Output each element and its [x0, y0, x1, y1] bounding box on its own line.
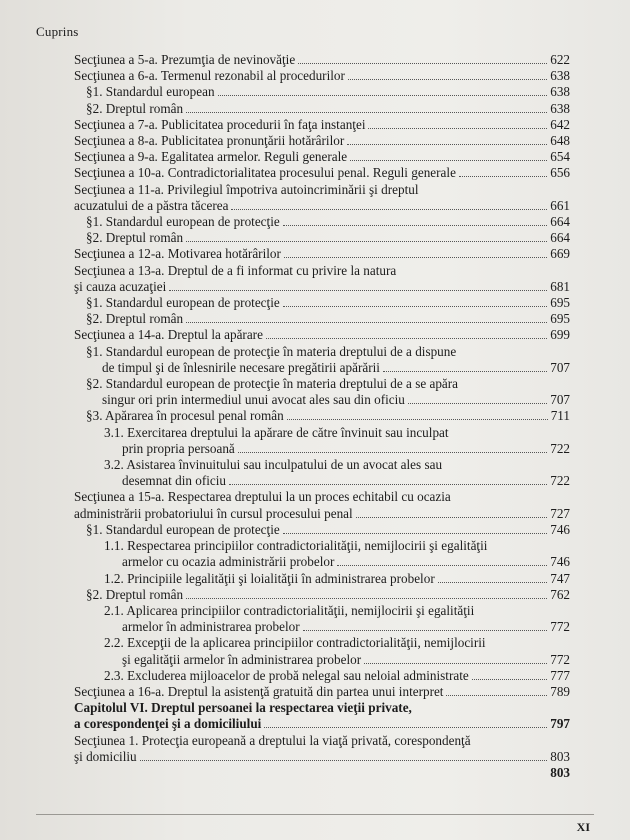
toc-entry	[74, 425, 570, 457]
toc-entry-title: desemnat din oficiu	[122, 473, 227, 489]
toc-page-number: 772	[550, 651, 570, 667]
toc-entry-title: de timpul şi de înlesnirile necesare pregătirii apărării	[102, 359, 380, 375]
toc-entry	[74, 344, 570, 376]
toc-page-number: 727	[550, 505, 570, 521]
toc-entry	[74, 263, 570, 295]
toc-page-number: 746	[550, 521, 570, 537]
dot-leader	[218, 86, 548, 96]
toc-entry-title: 2.3. Excluderea mijloacelor de probă nelegal sau neloial administrate	[104, 667, 469, 683]
dot-leader	[283, 216, 548, 226]
dot-leader	[231, 200, 547, 210]
toc-entry	[74, 700, 570, 732]
toc-entry	[74, 101, 570, 117]
toc-entry	[74, 230, 570, 246]
toc-page-number: 746	[550, 554, 570, 570]
toc-entry-title: armelor în administrarea probelor	[122, 619, 300, 635]
toc-entry-title: §1. Standardul european de protecţie	[86, 295, 280, 311]
page-number: XI	[576, 820, 590, 834]
dot-leader	[266, 329, 547, 339]
dot-leader	[186, 103, 547, 113]
toc-page-number: 664	[550, 214, 570, 230]
dot-leader	[337, 556, 547, 566]
toc-entry-title: §2. Standardul european de protecţie în materia dreptului de a se apăra	[86, 376, 459, 392]
toc-entry-title: Secţiunea a 6-a. Termenul rezonabil al procedurilor	[74, 68, 345, 84]
dot-leader	[186, 589, 547, 599]
toc-entry	[74, 149, 570, 165]
dot-leader	[238, 443, 547, 453]
toc-entry-title: Secţiunea a 15-a. Respectarea dreptului la un proces echitabil cu ocazia	[74, 489, 451, 505]
table-of-contents	[74, 52, 570, 781]
toc-entry-title: §2. Dreptul român	[86, 100, 184, 116]
toc-entry-title: Secţiunea a 16-a. Dreptul la asistenţă gratuită din partea unui interpret	[74, 683, 444, 699]
toc-page-number: 664	[550, 230, 570, 246]
toc-entry	[74, 684, 570, 700]
toc-page-number: 638	[550, 84, 570, 100]
toc-entry-title: 2.2. Excepţii de la aplicarea principiilor contradictorialităţii, nemijlocirii	[104, 635, 486, 651]
toc-entry-title: 1.1. Respectarea principiilor contradictorialităţii, nemijlocirii şi egalităţii	[104, 538, 488, 554]
toc-page-number: 681	[550, 278, 570, 294]
toc-entry-title: §2. Dreptul român	[86, 586, 184, 602]
toc-entry	[74, 68, 570, 84]
dot-leader	[169, 281, 547, 291]
toc-page-number: 648	[550, 133, 570, 149]
toc-entry	[74, 327, 570, 343]
dot-leader	[284, 248, 547, 258]
dot-leader	[356, 508, 548, 518]
dot-leader	[368, 119, 547, 129]
toc-entry-title: Secţiunea 1. Protecţia europeană a dreptului la viaţă privată, corespondenţă	[74, 732, 471, 748]
toc-page-number: 707	[550, 392, 570, 408]
toc-entry-title: Secţiunea a 13-a. Dreptul de a fi informat cu privire la natura	[74, 262, 397, 278]
toc-page-number: 656	[550, 165, 570, 181]
toc-trailing-row	[74, 765, 570, 781]
dot-leader	[229, 475, 547, 485]
dot-leader	[186, 232, 547, 242]
toc-entry-title: acuzatului de a păstra tăcerea	[74, 197, 229, 213]
toc-page-number: 772	[550, 619, 570, 635]
toc-entry-title: prin propria persoană	[122, 440, 235, 456]
toc-entry	[74, 311, 570, 327]
toc-entry	[74, 457, 570, 489]
dot-leader	[459, 167, 547, 177]
running-header: Cuprins	[36, 24, 79, 39]
toc-entry	[74, 376, 570, 408]
toc-page-number: 654	[550, 149, 570, 165]
toc-entry-title: §1. Standardul european de protecţie	[86, 214, 280, 230]
toc-entry-title: Secţiunea a 9-a. Egalitatea armelor. Reguli generale	[74, 149, 348, 165]
dot-leader	[347, 135, 547, 145]
toc-entry-title: armelor cu ocazia administrării probelor	[122, 554, 335, 570]
toc-entry	[74, 571, 570, 587]
toc-entry-title: Secţiunea a 8-a. Publicitatea pronunţării hotărârilor	[74, 133, 345, 149]
toc-entry-title: §3. Apărarea în procesul penal român	[86, 408, 284, 424]
dot-leader	[383, 362, 547, 372]
toc-entry-title: §1. Standardul european de protecţie în materia dreptului de a dispune	[86, 343, 457, 359]
footer-rule	[36, 814, 594, 815]
toc-entry	[74, 117, 570, 133]
toc-entry	[74, 668, 570, 684]
toc-entry-title: şi egalităţii armelor în administrarea probelor	[122, 651, 362, 667]
toc-entry-title: Secţiunea a 11-a. Privilegiul împotriva autoincriminării şi dreptul	[74, 181, 419, 197]
dot-leader	[283, 297, 548, 307]
toc-page-number: 695	[550, 295, 570, 311]
toc-page-number: 699	[550, 327, 570, 343]
toc-entry-title: şi domiciliu	[74, 748, 137, 764]
toc-entry-title: Secţiunea a 14-a. Dreptul la apărare	[74, 327, 263, 343]
toc-entry-title: Secţiunea a 10-a. Contradictorialitatea procesului penal. Reguli generale	[74, 165, 456, 181]
toc-page-number: 803	[550, 748, 570, 764]
toc-page-number: 707	[550, 359, 570, 375]
dot-leader	[283, 524, 548, 534]
dot-leader	[438, 573, 548, 583]
toc-entry-title: 3.1. Exercitarea dreptului la apărare de către învinuit sau inculpat	[104, 424, 449, 440]
spacer	[77, 768, 547, 777]
toc-page-number: 803	[550, 764, 570, 780]
toc-entry-title: Secţiunea a 7-a. Publicitatea procedurii în faţa instanţei	[74, 116, 366, 132]
toc-page-number: 669	[550, 246, 570, 262]
toc-page-number: 638	[550, 100, 570, 116]
toc-page-number: 747	[550, 570, 570, 586]
toc-page-number: 777	[550, 667, 570, 683]
toc-page-number: 711	[550, 408, 570, 424]
dot-leader	[364, 654, 547, 664]
toc-entry	[74, 182, 570, 214]
toc-entry-title: Capitolul VI. Dreptul persoanei la respectarea vieţii private,	[74, 700, 412, 716]
toc-entry	[74, 52, 570, 68]
dot-leader	[446, 686, 547, 696]
toc-entry	[74, 587, 570, 603]
toc-entry	[74, 489, 570, 521]
toc-entry-title: Secţiunea a 5-a. Prezumţia de nevinovăţie	[74, 52, 296, 67]
dot-leader	[350, 151, 547, 161]
dot-leader	[298, 54, 547, 64]
toc-entry	[74, 84, 570, 100]
toc-entry	[74, 522, 570, 538]
toc-entry-title: Secţiunea a 12-a. Motivarea hotărârilor	[74, 246, 281, 262]
toc-entry-title: 3.2. Asistarea învinuitului sau inculpatului de un avocat ales sau	[104, 457, 443, 473]
toc-page-number: 695	[550, 311, 570, 327]
dot-leader	[287, 410, 548, 420]
dot-leader	[140, 751, 548, 761]
toc-page-number: 642	[550, 116, 570, 132]
dot-leader	[264, 718, 547, 728]
toc-entry-title: §1. Standardul european de protecţie	[86, 521, 280, 537]
toc-entry-title: 2.1. Aplicarea principiilor contradictorialităţii, nemijlocirii şi egalităţii	[104, 602, 475, 618]
toc-entry-title: singur ori prin intermediul unui avocat ales sau din oficiu	[102, 392, 405, 408]
toc-entry	[74, 733, 570, 765]
toc-entry	[74, 635, 570, 667]
toc-entry	[74, 295, 570, 311]
toc-entry	[74, 165, 570, 181]
toc-page-number: 622	[550, 52, 570, 67]
toc-entry-title: §2. Dreptul român	[86, 230, 184, 246]
dot-leader	[408, 394, 547, 404]
toc-entry-title: a corespondenţei şi a domiciliului	[74, 716, 262, 732]
toc-entry	[74, 246, 570, 262]
toc-entry-title: administrării probatoriului în cursul procesului penal	[74, 505, 353, 521]
toc-entry	[74, 538, 570, 570]
dot-leader	[348, 70, 547, 80]
toc-entry	[74, 408, 570, 424]
toc-entry	[74, 214, 570, 230]
toc-entry-title: §2. Dreptul român	[86, 311, 184, 327]
dot-leader	[186, 313, 547, 323]
toc-entry	[74, 603, 570, 635]
toc-page-number: 797	[550, 716, 570, 732]
dot-leader	[303, 621, 548, 631]
toc-entry-title: 1.2. Principiile legalităţii şi loialităţii în administrarea probelor	[104, 570, 435, 586]
toc-page-number: 661	[550, 197, 570, 213]
toc-page-number: 789	[550, 683, 570, 699]
dot-leader	[472, 670, 548, 680]
toc-entry-title: §1. Standardul european	[86, 84, 215, 100]
toc-page-number: 722	[550, 440, 570, 456]
toc-entry-title: şi cauza acuzaţiei	[74, 278, 167, 294]
toc-page-number: 638	[550, 68, 570, 84]
toc-page-number: 762	[550, 586, 570, 602]
toc-page-number: 722	[550, 473, 570, 489]
toc-entry	[74, 133, 570, 149]
